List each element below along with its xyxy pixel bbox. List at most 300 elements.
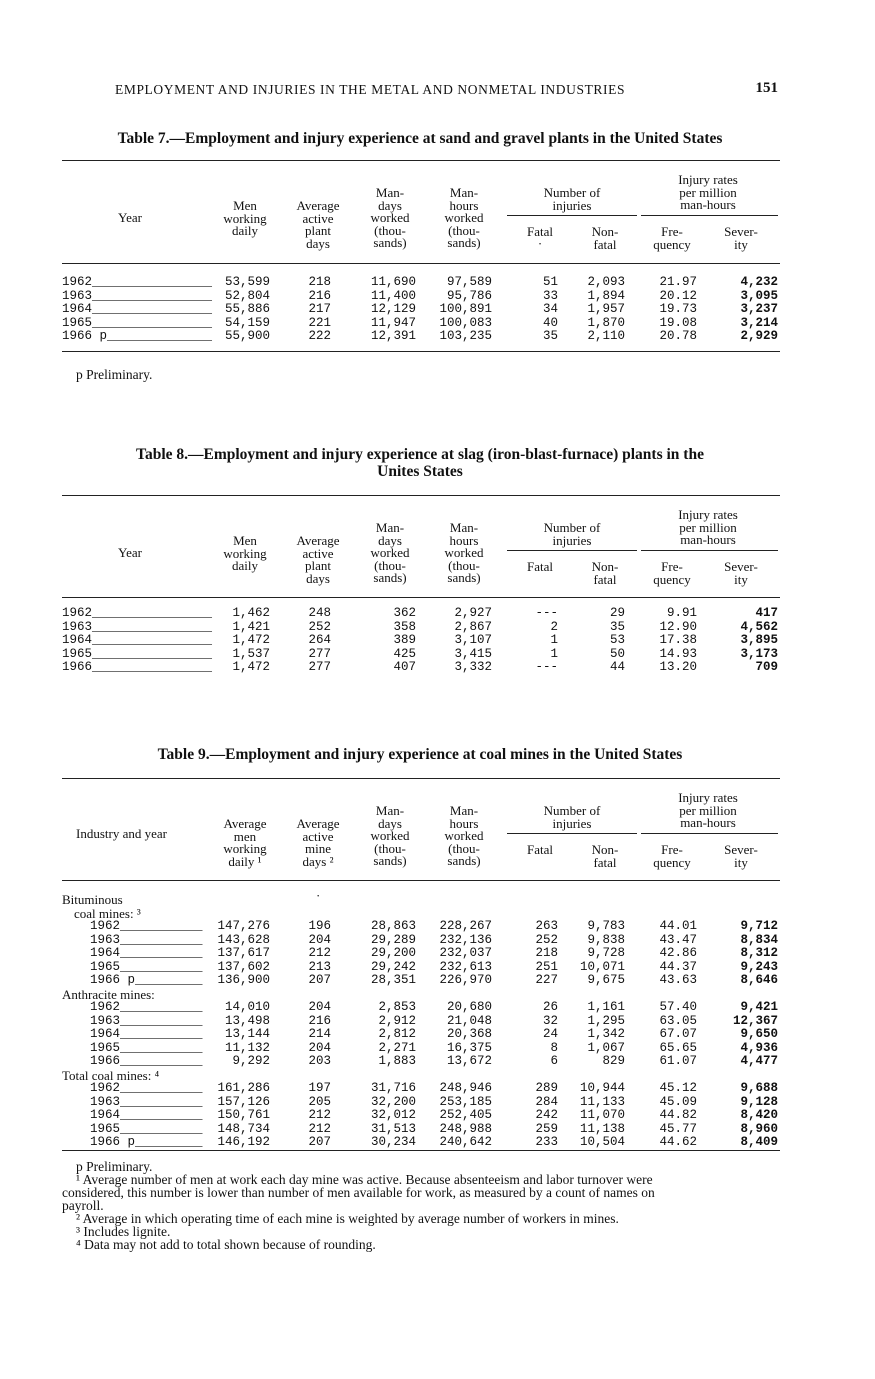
table9-cell-hours: 20,680: [446, 1000, 492, 1014]
table9-cell-freq: 65.65: [659, 1040, 697, 1055]
table9-row-label: 1965___________: [90, 1121, 203, 1136]
table9-cell-freq: 44.37: [659, 959, 697, 974]
table7-mandays-header-line: Man-: [375, 185, 405, 200]
table7-cell-sev: 3,095: [740, 288, 778, 303]
table9-row-label: 1963___________: [90, 1013, 203, 1028]
table9-cell-sev: 8,312: [740, 946, 778, 960]
table8-cell-nonfatal: 44: [609, 660, 625, 675]
table7-cell-sev: 4,232: [740, 275, 778, 289]
table9-cell-nonfatal: 10,071: [579, 959, 625, 974]
table9-mandays-header-line: (thou-: [374, 840, 406, 856]
table8-cell-fatal: ---: [535, 606, 558, 620]
table9-cell-nonfatal: 11,133: [579, 1094, 625, 1109]
table9-footnote: ³ Includes lignite.: [76, 1224, 171, 1239]
table7-avg-header-line: Average: [296, 198, 340, 213]
table8-cell-avg: 277: [308, 646, 331, 661]
table9-cell-hours: 253,185: [439, 1094, 492, 1109]
table8-mandays-header-line: (thou-: [374, 557, 406, 573]
table8-men-header-line: daily: [232, 558, 258, 573]
table7-sev-header-line: Sever-: [724, 224, 758, 239]
table7-row-label: 1962________________: [62, 275, 213, 289]
table9-cell-fatal: 284: [535, 1094, 558, 1109]
table7-freq-header-line: quency: [653, 236, 691, 252]
table7-cell-hours: 95,786: [446, 288, 492, 303]
table8-cell-hours: 3,107: [454, 633, 492, 648]
table8-cell-days: 425: [393, 646, 416, 661]
table9-cell-fatal: 227: [535, 973, 558, 987]
table9-cell-avg: 203: [308, 1054, 331, 1068]
table9-cell-avg: 207: [308, 973, 331, 987]
table9-cell-fatal: 233: [535, 1135, 558, 1149]
table8-cell-sev: 417: [755, 606, 778, 620]
table9-cell-avg: 205: [308, 1094, 331, 1109]
table7-avg-header-line: plant: [305, 223, 331, 238]
table9-cell-nonfatal: 1,295: [587, 1013, 625, 1028]
table9-men-header-line: Average: [223, 816, 267, 831]
table8-cell-men: 1,462: [232, 606, 270, 620]
table7-cell-nonfatal: 1,894: [587, 288, 625, 303]
table9-cell-freq: 43.47: [659, 932, 697, 947]
table7-cell-nonfatal: 1,870: [587, 315, 625, 330]
table7-cell-freq: 19.73: [659, 302, 697, 317]
table9-cell-freq: 45.77: [659, 1121, 697, 1136]
table7-top-rule: [62, 160, 780, 161]
table9-cell-men: 150,761: [217, 1108, 270, 1122]
table9-row-label: 1964___________: [90, 1027, 203, 1041]
table9-cell-days: 28,863: [370, 919, 416, 933]
table7-cell-avg: 216: [308, 288, 331, 303]
table7-row-label: 1964________________: [62, 302, 213, 317]
table9-injuries-header-line: injuries: [552, 815, 592, 831]
table9-cell-hours: 232,037: [439, 946, 492, 960]
table7-cell-avg: 221: [308, 315, 331, 330]
page-number: 151: [755, 80, 778, 96]
table7-cell-sev: 3,214: [740, 315, 778, 330]
table7-year-header: Year: [118, 210, 142, 225]
table9-cell-sev: 9,688: [740, 1081, 778, 1095]
table7-injuries-header-line: injuries: [552, 197, 592, 213]
table8-cell-hours: 2,867: [454, 619, 492, 634]
table7-row-label: 1966 p______________: [62, 329, 213, 344]
table9-injuries-header-line: Number of: [543, 803, 601, 818]
table9-cell-sev: 9,243: [740, 959, 778, 974]
table7-cell-days: 12,391: [370, 329, 416, 344]
table8-cell-days: 389: [393, 633, 416, 648]
table9-cell-fatal: 251: [535, 959, 558, 974]
table8-title-line1: Table 8.—Employment and injury experience at slag (iron-blast-furnace) plants in the: [136, 446, 704, 463]
table9-cell-men: 137,602: [217, 959, 270, 974]
table7-sev-header-line: ity: [734, 236, 748, 252]
table9-cell-fatal: 252: [535, 932, 558, 947]
table9-cell-avg: 213: [308, 959, 331, 974]
table8-row-label: 1962________________: [62, 606, 213, 620]
table9-cell-nonfatal: 9,783: [587, 919, 625, 933]
table8-cell-nonfatal: 50: [609, 646, 625, 661]
table9-row-label: 1964___________: [90, 1108, 203, 1122]
table7-mandays-header-line: (thou-: [374, 222, 406, 238]
table8-rates-subrule: [641, 550, 778, 551]
table9-cell-avg: 197: [308, 1081, 331, 1095]
table9-avg-header-line: active: [302, 828, 334, 844]
table9-sev-header-line: Sever-: [724, 842, 758, 857]
table9-cell-days: 2,812: [378, 1027, 416, 1041]
table9-cell-men: 11,132: [224, 1040, 270, 1055]
table8-cell-freq: 13.20: [659, 660, 697, 675]
table9-row-label: 1965___________: [90, 959, 203, 974]
table9-cell-hours: 16,375: [446, 1040, 492, 1055]
table9-cell-men: 137,617: [217, 946, 270, 960]
table9-cell-nonfatal: 10,504: [579, 1135, 625, 1149]
table9-men-header-line: daily ¹: [228, 853, 262, 869]
table8-cell-sev: 709: [755, 660, 778, 675]
table8-cell-sev: 4,562: [740, 619, 778, 634]
table9-cell-fatal: 26: [542, 1000, 558, 1014]
table7-cell-freq: 20.78: [659, 329, 697, 344]
table7-manhours-header-line: sands): [447, 235, 481, 250]
table9-cell-freq: 44.82: [659, 1108, 697, 1122]
table7-cell-fatal: 51: [542, 275, 558, 289]
table9-cell-days: 30,234: [370, 1135, 416, 1149]
table9-cell-freq: 45.09: [659, 1094, 697, 1109]
table9-footnote: ² Average in which operating time of each mine is weighted by average number of workers in mines.: [76, 1211, 619, 1226]
table9-cell-sev: 8,420: [740, 1108, 778, 1122]
table9-row-label: 1965___________: [90, 1040, 203, 1055]
table9-cell-nonfatal: 1,067: [587, 1040, 625, 1055]
table7-mandays-header-line: sands): [373, 235, 407, 250]
table8-men-header-line: Men: [233, 533, 257, 548]
table9-cell-avg: 207: [308, 1135, 331, 1149]
table7-cell-days: 11,400: [370, 288, 416, 303]
table8-cell-days: 358: [393, 619, 416, 634]
table9-cell-fatal: 32: [542, 1013, 558, 1028]
table7-mandays-header-line: days: [378, 197, 402, 213]
table9-cell-nonfatal: 1,161: [587, 1000, 625, 1014]
table9-row-label: 1963___________: [90, 932, 203, 947]
table8-men-header-line: working: [223, 545, 267, 561]
table7-men-header-line: daily: [232, 223, 258, 238]
table9-cell-fatal: 259: [535, 1121, 558, 1136]
table9-footnote: p Preliminary.: [76, 1159, 153, 1174]
table8-cell-fatal: ---: [535, 660, 558, 675]
table7-cell-nonfatal: 2,093: [587, 275, 625, 289]
table9-sev-header-line: ity: [734, 854, 748, 870]
table9-group-label: Anthracite mines:: [62, 986, 155, 1002]
table8-manhours-header-line: (thou-: [448, 557, 480, 573]
table8-sev-header-line: Sever-: [724, 559, 758, 574]
table9-cell-days: 29,289: [370, 932, 416, 947]
table9-cell-avg: 204: [308, 1000, 331, 1014]
table8-cell-freq: 9.91: [666, 606, 697, 620]
table9-cell-sev: 9,421: [740, 1000, 778, 1014]
table9-rates-subrule: [641, 833, 778, 834]
table9-cell-nonfatal: 10,944: [579, 1081, 625, 1095]
table7-cell-fatal: 33: [542, 288, 558, 303]
table7-freq-header-line: Fre-: [661, 224, 683, 239]
table9-cell-days: 32,200: [370, 1094, 416, 1109]
running-head-title: EMPLOYMENT AND INJURIES IN THE METAL AND NONMETAL INDUSTRIES: [115, 82, 626, 97]
table9-rates-header-line: Injury rates: [678, 790, 738, 805]
table7-cell-fatal: 40: [542, 315, 558, 330]
table9-rates-header-line: man-hours: [680, 815, 736, 830]
table9-group-label: Total coal mines: ⁴: [62, 1067, 160, 1083]
table9-mandays-header-line: worked: [370, 828, 410, 843]
table9-cell-hours: 232,136: [439, 932, 492, 947]
table9-cell-days: 31,716: [370, 1081, 416, 1095]
table9-cell-freq: 44.62: [659, 1135, 697, 1149]
table8-cell-men: 1,472: [232, 633, 270, 648]
table8-manhours-header-line: sands): [447, 570, 481, 585]
table8-cell-avg: 264: [308, 633, 331, 648]
table9-freq-header-line: quency: [653, 854, 691, 870]
table7-cell-days: 12,129: [370, 302, 416, 317]
table9-cell-sev: 12,367: [732, 1013, 778, 1028]
table9-manhours-header-line: worked: [444, 828, 484, 843]
table8-cell-nonfatal: 35: [609, 619, 625, 634]
table8-avg-header-line: plant: [305, 558, 331, 573]
table9-row-label: 1963___________: [90, 1094, 203, 1109]
table9-cell-men: 9,292: [232, 1054, 270, 1068]
table7-nonfatal-header-line: Non-: [591, 224, 619, 239]
table8-manhours-header-line: Man-: [449, 520, 479, 535]
table9-row-label: 1964___________: [90, 946, 203, 960]
table9-cell-fatal: 6: [550, 1054, 558, 1068]
table7-cell-days: 11,947: [370, 315, 416, 330]
table9-cell-nonfatal: 9,728: [587, 946, 625, 960]
table7-row-label: 1963________________: [62, 288, 213, 303]
table9-cell-hours: 226,970: [439, 973, 492, 987]
table7-footnote: p Preliminary.: [76, 367, 153, 382]
table9-cell-hours: 248,946: [439, 1081, 492, 1095]
table7-men-header-line: working: [223, 210, 267, 226]
table7-title: Table 7.—Employment and injury experience at sand and gravel plants in the United States: [117, 130, 723, 147]
table9-row-label: 1962___________: [90, 1000, 203, 1014]
table9-cell-men: 136,900: [217, 973, 270, 987]
table9-cell-hours: 228,267: [439, 919, 492, 933]
table8-row-label: 1963________________: [62, 619, 213, 634]
table8-cell-freq: 14.93: [659, 646, 697, 661]
table8-manhours-header-line: worked: [444, 545, 484, 560]
table9-freq-header-line: Fre-: [661, 842, 683, 857]
table8-cell-sev: 3,173: [740, 646, 778, 661]
table8-fatal-header: Fatal: [527, 559, 553, 574]
table7-fatal-mark: ·: [537, 236, 543, 251]
table8-cell-days: 362: [393, 606, 416, 620]
table9-bottom-rule: [62, 1150, 780, 1151]
table7-rates-header-line: per million: [679, 184, 737, 200]
table8-header-rule: [62, 597, 780, 598]
table9-cell-avg: 216: [308, 1013, 331, 1028]
table9-industry-header: Industry and year: [76, 826, 167, 841]
table7-rates-header-line: man-hours: [680, 197, 736, 212]
table9-cell-nonfatal: 9,838: [587, 932, 625, 947]
table7-cell-nonfatal: 1,957: [587, 302, 625, 317]
table7-avg-header-line: days: [306, 235, 330, 251]
table9-nonfatal-header-line: fatal: [593, 854, 617, 870]
table9-cell-avg: 214: [308, 1027, 331, 1041]
table7-cell-avg: 222: [308, 329, 331, 344]
table9-cell-days: 29,242: [370, 959, 416, 974]
table9-cell-freq: 57.40: [659, 1000, 697, 1014]
table8-injuries-header-line: injuries: [552, 532, 592, 548]
table8-cell-fatal: 1: [550, 633, 558, 648]
table8-cell-fatal: 1: [550, 646, 558, 661]
table8-row-label: 1966________________: [62, 660, 213, 675]
table8-rates-header-line: per million: [679, 519, 737, 535]
table8-cell-avg: 277: [308, 660, 331, 675]
table9-fatal-header: Fatal: [527, 842, 553, 857]
table7-cell-nonfatal: 2,110: [587, 329, 625, 344]
table9-group-label-2: coal mines: ³: [74, 905, 141, 921]
table9-row-label: 1962___________: [90, 919, 203, 933]
table7-row-label: 1965________________: [62, 315, 213, 330]
table7-cell-freq: 20.12: [659, 288, 697, 303]
table8-cell-freq: 17.38: [659, 633, 697, 648]
table9-footnote: ¹ Average number of men at work each day mine was active. Because absenteeism and labor turnover were: [76, 1172, 653, 1187]
table9-cell-avg: 212: [308, 1108, 331, 1122]
table7-cell-avg: 218: [308, 275, 331, 289]
table8-manhours-header-line: hours: [449, 532, 479, 548]
table7-cell-men: 54,159: [224, 315, 270, 330]
table8-rates-header-line: man-hours: [680, 532, 736, 547]
table9-manhours-header-line: (thou-: [448, 840, 480, 856]
table9-cell-fatal: 242: [535, 1108, 558, 1122]
table8-cell-men: 1,537: [232, 646, 270, 661]
table9-avg-header-line: days ²: [302, 853, 334, 869]
table9-cell-days: 2,853: [378, 1000, 416, 1014]
table7-header-rule: [62, 263, 780, 264]
table9-cell-freq: 61.07: [659, 1054, 697, 1068]
table9-men-header-line: men: [233, 828, 257, 844]
table8-rates-header-line: Injury rates: [678, 507, 738, 522]
table8-cell-freq: 12.90: [659, 619, 697, 634]
table9-cell-freq: 67.07: [659, 1027, 697, 1041]
table9-cell-days: 1,883: [378, 1054, 416, 1068]
table9-cell-freq: 63.05: [659, 1013, 697, 1028]
table9-cell-men: 147,276: [217, 919, 270, 933]
table9-cell-days: 31,513: [370, 1121, 416, 1136]
table8-mandays-header-line: Man-: [375, 520, 405, 535]
table8-top-rule: [62, 495, 780, 496]
table7-cell-men: 53,599: [224, 275, 270, 289]
table7-mandays-header-line: worked: [370, 210, 410, 225]
table9-cell-sev: 4,936: [740, 1040, 778, 1055]
table9-cell-sev: 9,650: [740, 1027, 778, 1041]
table9-manhours-header-line: Man-: [449, 803, 479, 818]
table9-cell-hours: 21,048: [446, 1013, 492, 1028]
table7-cell-hours: 100,083: [439, 315, 492, 330]
table9-cell-days: 2,271: [378, 1040, 416, 1055]
table9-cell-nonfatal: 829: [602, 1054, 625, 1068]
table9-cell-nonfatal: 1,342: [587, 1027, 625, 1041]
table8-cell-avg: 248: [308, 606, 331, 620]
table7-manhours-header-line: hours: [449, 197, 479, 213]
table9-cell-fatal: 8: [550, 1040, 558, 1055]
table9-group-dot: ·: [316, 888, 321, 903]
running-head: [60, 80, 780, 100]
table9-cell-men: 161,286: [217, 1081, 270, 1095]
table7-bottom-rule: [62, 351, 780, 352]
table9-avg-header-line: mine: [305, 841, 331, 856]
table7-cell-sev: 2,929: [740, 329, 778, 344]
table9-cell-days: 29,200: [370, 946, 416, 960]
table9-cell-sev: 9,128: [740, 1094, 778, 1109]
table9-cell-sev: 8,834: [740, 932, 778, 947]
table7-cell-men: 55,886: [224, 302, 270, 317]
table9-cell-freq: 45.12: [659, 1081, 697, 1095]
table9-footnote: considered, this number is lower than number of men available for work, as measured by a count of names on: [62, 1185, 655, 1200]
table9-rates-header-line: per million: [679, 802, 737, 818]
table9-nonfatal-header-line: Non-: [591, 842, 619, 857]
table9-cell-avg: 212: [308, 946, 331, 960]
table9-cell-men: 14,010: [224, 1000, 270, 1014]
table9-injuries-subrule: [507, 833, 637, 834]
table9-cell-sev: 9,712: [740, 919, 778, 933]
table8-mandays-header-line: sands): [373, 570, 407, 585]
table9-cell-avg: 204: [308, 1040, 331, 1055]
table9-footnote: ⁴ Data may not add to total shown because of rounding.: [76, 1237, 376, 1252]
table8-cell-fatal: 2: [550, 619, 558, 634]
table9-cell-sev: 8,409: [740, 1135, 778, 1149]
table8-avg-header-line: Average: [296, 533, 340, 548]
table7-cell-fatal: 35: [542, 329, 558, 344]
table7-cell-freq: 19.08: [659, 315, 697, 330]
table9-cell-nonfatal: 11,138: [579, 1121, 625, 1136]
table9-cell-fatal: 289: [535, 1081, 558, 1095]
table8-freq-header-line: quency: [653, 571, 691, 587]
table8-row-label: 1965________________: [62, 646, 213, 661]
table9-row-label: 1966 p_________: [90, 1135, 203, 1149]
table9-mandays-header-line: sands): [373, 853, 407, 868]
table9-cell-sev: 8,960: [740, 1121, 778, 1136]
table8-cell-sev: 3,895: [740, 633, 778, 648]
table8-title-line2: Unites States: [377, 463, 463, 480]
table8-cell-hours: 3,332: [454, 660, 492, 675]
table9-cell-sev: 8,646: [740, 973, 778, 987]
table9-cell-nonfatal: 9,675: [587, 973, 625, 987]
table8-nonfatal-header-line: Non-: [591, 559, 619, 574]
table8-sev-header-line: ity: [734, 571, 748, 587]
table7-cell-hours: 103,235: [439, 329, 492, 344]
table8-row-label: 1964________________: [62, 633, 213, 648]
table9-men-header-line: working: [223, 841, 267, 856]
table8-cell-nonfatal: 53: [609, 633, 625, 648]
table8-cell-hours: 2,927: [454, 606, 492, 620]
table9-cell-days: 28,351: [370, 973, 416, 987]
table7-nonfatal-header-line: fatal: [593, 236, 617, 252]
table9-cell-men: 146,192: [217, 1135, 270, 1149]
table8-year-header: Year: [118, 545, 142, 560]
table9-header-rule: [62, 880, 780, 881]
table9-cell-hours: 20,368: [446, 1027, 492, 1041]
table9-cell-avg: 204: [308, 932, 331, 947]
table8-cell-avg: 252: [308, 619, 331, 634]
table8-mandays-header-line: days: [378, 532, 402, 548]
table7-cell-men: 55,900: [224, 329, 270, 344]
table9-cell-men: 148,734: [217, 1121, 270, 1136]
table9-cell-hours: 13,672: [446, 1054, 492, 1068]
table9-row-label: 1966 p_________: [90, 973, 203, 987]
table9-avg-header-line: Average: [296, 816, 340, 831]
table9-cell-hours: 252,405: [439, 1108, 492, 1122]
table7-manhours-header-line: (thou-: [448, 222, 480, 238]
table8-cell-hours: 3,415: [454, 646, 492, 661]
table9-title: Table 9.—Employment and injury experience at coal mines in the United States: [157, 746, 683, 763]
table9-cell-freq: 44.01: [659, 919, 697, 933]
table7-cell-days: 11,690: [370, 275, 416, 289]
table9-mandays-header-line: Man-: [375, 803, 405, 818]
table9-cell-fatal: 24: [542, 1027, 558, 1041]
table7-cell-fatal: 34: [542, 302, 558, 317]
